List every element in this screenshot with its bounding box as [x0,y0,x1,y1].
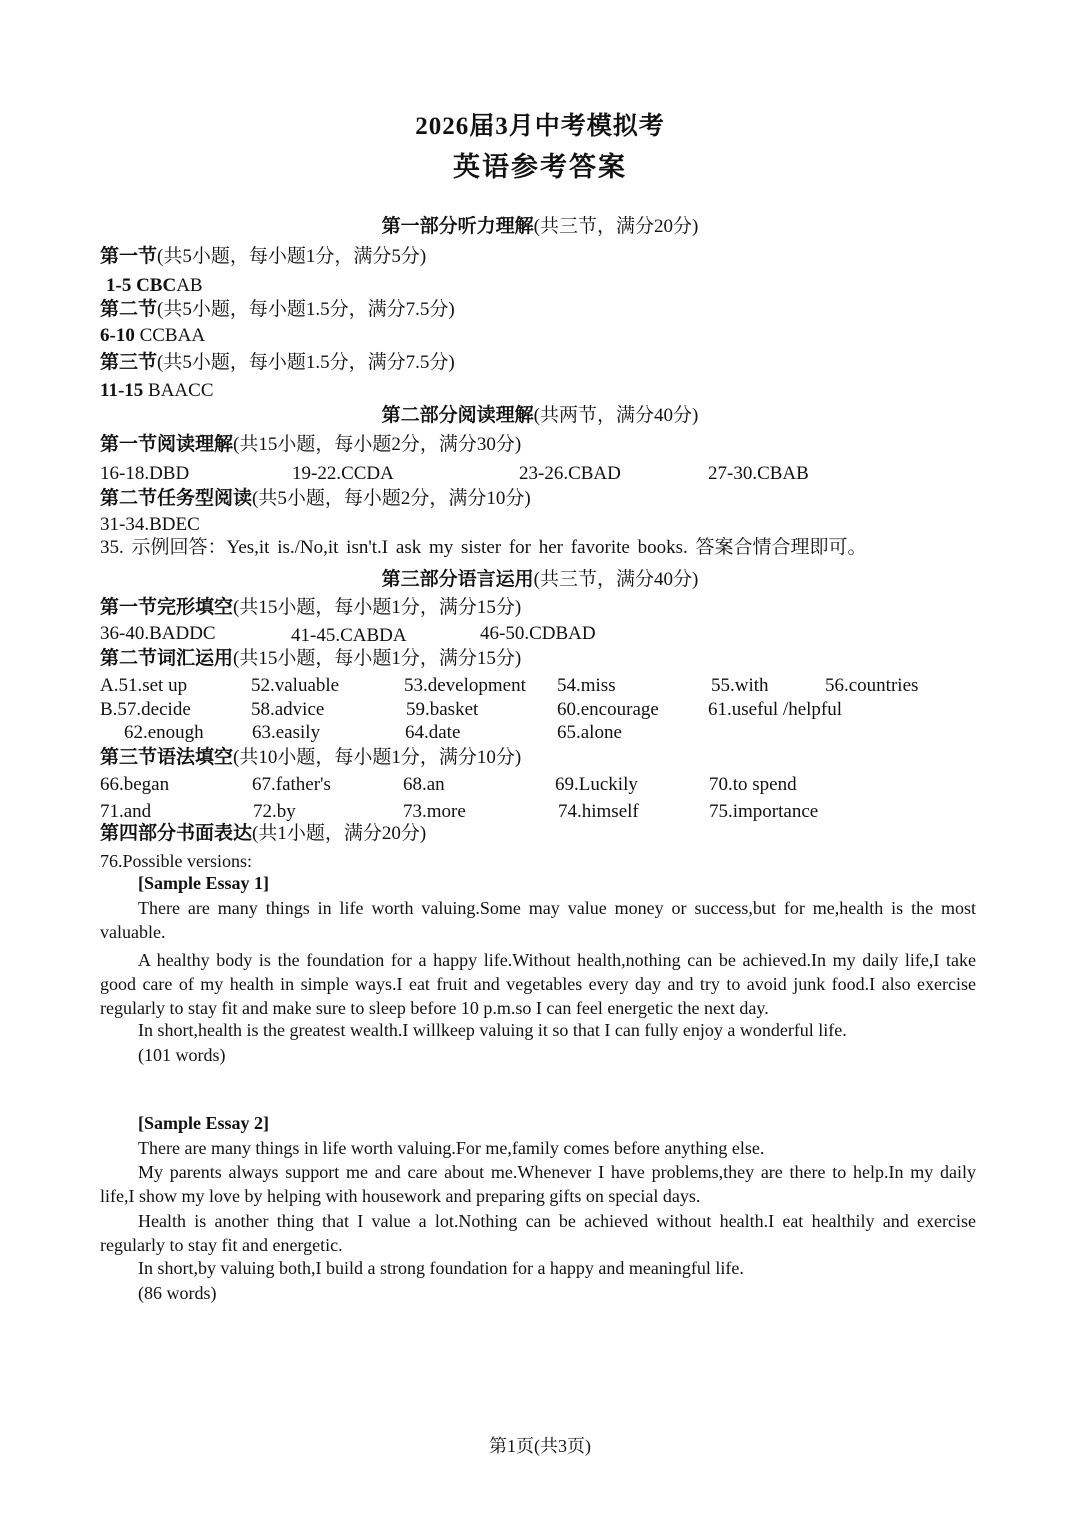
part2-title: 第二部分阅读理解 [381,405,534,426]
part2-sec2-title: 第二节任务型阅读 [100,488,253,509]
part3-title: 第三部分语言运用 [381,569,534,590]
part2-heading [0,406,1080,425]
essay1-paragraph: In short,health is the greatest wealth.I willkeep valuing it so that I can fully enjoy a wonderful life. [138,1020,847,1040]
part2-sec1-title: 第一节阅读理解 [100,434,234,455]
part3-sec1-note: (共15小题，每小题1分，满分15分) [233,597,522,618]
answer-item: 36-40.BADDC [100,623,216,644]
answer-letters: BAACC [148,380,214,401]
part1-sec1-note: (共5小题，每小题1分，满分5分) [157,246,427,267]
answer-item: 53.development [404,675,526,696]
part4-note: (共1小题，满分20分) [252,823,427,844]
possible-versions-label: 76.Possible versions: [100,851,253,871]
answer-item: 68.an [403,774,445,795]
part1-sec3-heading [100,353,455,372]
answer-item: 58.advice [251,699,325,720]
part2-sec2-note: (共5小题，每小题2分，满分10分) [252,488,531,509]
answer-item: 27-30.CBAB [708,463,809,484]
answer-item: B.57.decide [100,699,191,720]
answer-item: 31-34.BDEC [100,514,200,535]
part2-sec2-heading [100,489,531,508]
answer-range: 1-5 CBC [106,275,177,296]
answer-range: 6-10 [100,325,135,346]
answer-range: 11-15 [100,380,144,401]
part3-note: (共三节，满分40分) [533,569,699,590]
answer-item: 55.with [711,675,769,696]
answer-item: 67.father's [252,774,331,795]
part1-sec3-title: 第三节 [100,352,158,373]
essay1-paragraph: There are many things in life worth valuing.Some may value money or success,but for me,health is the most valuable. [100,898,976,942]
answer-item: 56.countries [825,675,919,696]
part1-sec2-title: 第二节 [100,299,158,320]
answer-item: 69.Luckily [555,774,638,795]
answer-item: 64.date [405,722,461,743]
part3-sec2-title: 第二节词汇运用 [100,648,234,669]
essay1-paragraph: A healthy body is the foundation for a happy life.Without health,nothing can be achieved.In my daily life,I take good care of my health in simple ways.I eat fruit and vegetables every day and try to avoid junk food.I also exercise regularly to stay fit and make sure to sleep before 10 p.m.so I can feel energetic the next day. [100,950,976,1018]
part1-sec3-answers [100,381,214,400]
essay2-paragraph: Health is another thing that I value a lot.Nothing can be achieved without health.I eat healthily and exercise regularly to stay fit and energetic. [100,1211,976,1255]
part1-sec2-answers [100,326,205,345]
part4-heading [100,824,426,843]
part1-sec1-heading [100,247,426,266]
essay2-paragraph: There are many things in life worth valuing.For me,family comes before anything else. [138,1138,765,1158]
part1-sec1-answers [106,276,203,295]
answer-item: 74.himself [558,801,639,822]
essay2-paragraph: My parents always support me and care about me.Whenever I have problems,they are there to help.In my daily life,I show my love by helping with housework and preparing gifts on special days. [100,1162,976,1206]
part3-sec3-note: (共10小题，每小题1分，满分10分) [233,747,522,768]
part1-sec1-title: 第一节 [100,246,158,267]
q35-sample-answer: 35. 示例回答：Yes,it is./No,it isn't.I ask my sister for her favorite books. 答案合情合理即可。 [100,537,867,558]
answer-item: 59.basket [406,699,479,720]
answer-item: 19-22.CCDA [292,463,394,484]
essay1-word-count: (101 words) [138,1045,226,1065]
answer-item: 46-50.CDBAD [480,623,596,644]
answer-item: 52.valuable [251,675,340,696]
part1-heading [0,217,1080,236]
part3-sec3-title: 第三节语法填空 [100,747,234,768]
essay2-paragraph: In short,by valuing both,I build a strong foundation for a happy and meaningful life. [138,1258,744,1278]
answer-item: 66.began [100,774,170,795]
part2-note: (共两节，满分40分) [533,405,699,426]
part4-title: 第四部分书面表达 [100,823,253,844]
part2-sec1-heading [100,435,521,454]
answer-letters: AB [176,275,203,296]
answer-item: 72.by [253,801,296,822]
part1-note: (共三节，满分20分) [533,216,699,237]
answer-item: 71.and [100,801,152,822]
part3-sec1-heading [100,598,521,617]
page-number: 第1页(共3页) [489,1436,591,1456]
answer-item: 61.useful /helpful [708,699,843,720]
exam-title: 2026届3月中考模拟考 [415,113,665,140]
part3-heading [0,570,1080,589]
answer-item: 41-45.CABDA [291,625,407,646]
answer-item: 70.to spend [709,774,797,795]
answer-item: 60.encourage [557,699,659,720]
part1-title: 第一部分听力理解 [381,216,534,237]
essay2-word-count: (86 words) [138,1283,217,1303]
answer-item: A.51.set up [100,675,188,696]
part3-sec3-heading [100,748,521,767]
answer-letters: CCBAA [139,325,206,346]
answer-key-title: 英语参考答案 [453,152,627,182]
answer-item: 23-26.CBAD [519,463,621,484]
essay1-heading: [Sample Essay 1] [138,873,270,893]
answer-item: 73.more [403,801,466,822]
part1-sec2-heading [100,300,455,319]
part3-sec2-note: (共15小题，每小题1分，满分15分) [233,648,522,669]
answer-item: 16-18.DBD [100,463,190,484]
essay2-heading: [Sample Essay 2] [138,1113,270,1133]
answer-item: 54.miss [557,675,616,696]
answer-item: 75.importance [709,801,819,822]
answer-item: 62.enough [124,722,204,743]
part3-sec1-title: 第一节完形填空 [100,597,234,618]
part1-sec2-note: (共5小题，每小题1.5分，满分7.5分) [157,299,455,320]
answer-item: 63.easily [252,722,321,743]
part3-sec2-heading [100,649,521,668]
part2-sec1-note: (共15小题，每小题2分，满分30分) [233,434,522,455]
answer-item: 65.alone [557,722,622,743]
part1-sec3-note: (共5小题，每小题1.5分，满分7.5分) [157,352,455,373]
